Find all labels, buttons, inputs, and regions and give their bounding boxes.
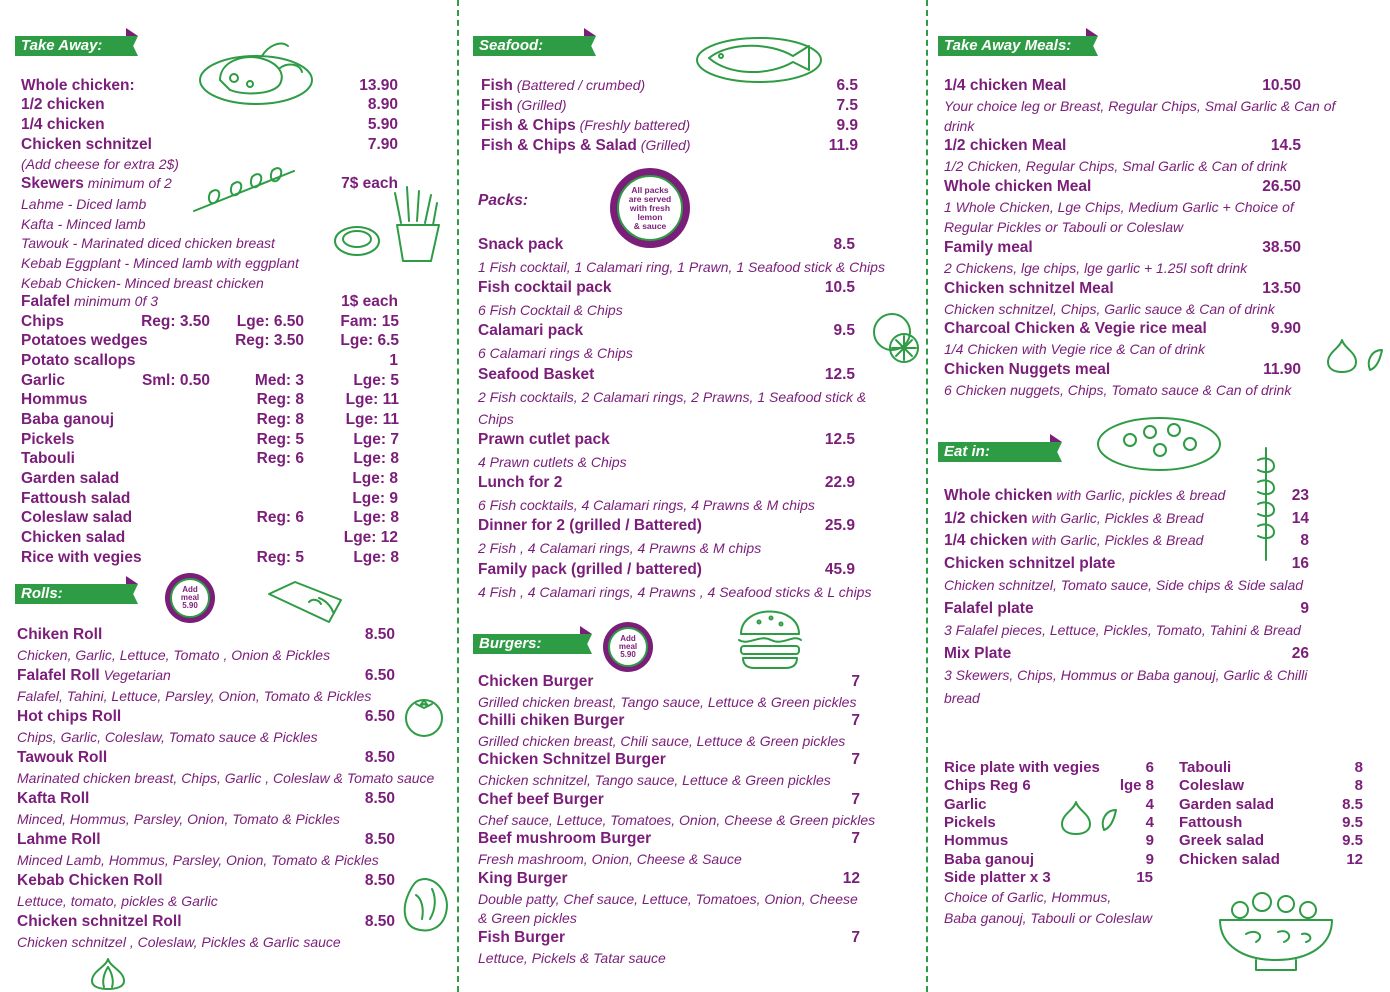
roll-item xyxy=(17,790,89,808)
item-name: Falafel xyxy=(21,293,71,310)
meal-name: 1/2 chicken Meal xyxy=(944,137,1067,154)
takeaway-item xyxy=(21,293,158,311)
eat-in-price: 9 xyxy=(1300,600,1309,617)
roll-price: 6.50 xyxy=(364,667,395,684)
item-price: Reg: 5 xyxy=(256,431,304,448)
roll-description: Falafel, Tahini, Lettuce, Parsley, Onion, Tomato & Pickles xyxy=(17,688,372,704)
item-name: Kafta - Minced lamb xyxy=(21,216,146,232)
eat-in-description: 3 Falafel pieces, Lettuce, Pickles, Tomato, Tahini & Bread xyxy=(944,622,1301,638)
column-middle xyxy=(460,0,923,992)
item-name: Baba ganouj xyxy=(21,411,115,428)
eat-in-item xyxy=(944,645,1011,663)
meal-name: Chicken Nuggets meal xyxy=(944,361,1111,378)
sides-note-line-2: Baba ganouj, Tabouli or Coleslaw xyxy=(944,910,1153,926)
item-name: Potatoes wedges xyxy=(21,332,148,349)
roll-item xyxy=(17,831,101,849)
side-item-price: 9.5 xyxy=(1342,813,1363,831)
side-item-name: Garden salad xyxy=(1179,795,1275,813)
side-item-price: 4 xyxy=(1145,795,1154,813)
pack-price: 12.5 xyxy=(824,431,855,448)
seafood-note: (Battered / crumbed) xyxy=(512,77,646,93)
roll-description: Chips, Garlic, Coleslaw, Tomato sauce & Pickles xyxy=(17,729,318,745)
seafood-note: (Grilled) xyxy=(636,137,691,153)
item-price: Reg: 3.50 xyxy=(141,313,210,330)
item-price: 1$ each xyxy=(341,293,398,310)
pack-description: 1 Fish cocktail, 1 Calamari ring, 1 Prawn, 1 Seafood stick & Chips xyxy=(478,259,885,275)
item-price: Lge: 7 xyxy=(353,431,399,448)
seafood-price: 9.9 xyxy=(836,117,858,134)
onion-icon xyxy=(88,955,128,991)
item-name: Kebab Eggplant - Minced lamb with eggplant xyxy=(21,255,299,271)
item-price: Lge: 9 xyxy=(352,490,398,507)
side-item-name: Baba ganouj xyxy=(944,850,1035,868)
burger-price: 7 xyxy=(851,929,860,946)
item-price: 13.90 xyxy=(359,77,398,94)
garlic-icon xyxy=(1058,798,1120,838)
seafood-item xyxy=(481,77,645,95)
item-price: 7$ each xyxy=(341,175,398,192)
seafood-name: Fish xyxy=(481,77,513,94)
salad-bowl-icon xyxy=(1216,886,1336,972)
item-name: Tawouk - Marinated diced chicken breast xyxy=(21,235,275,251)
item-price: 8.90 xyxy=(367,96,398,113)
pack-description: 6 Fish Cocktail & Chips xyxy=(478,302,623,318)
eat-in-price: 26 xyxy=(1291,645,1309,662)
eat-in-item xyxy=(944,510,1203,528)
item-name: Tabouli xyxy=(21,450,75,467)
roll-price: 6.50 xyxy=(364,708,395,725)
tomato-icon xyxy=(402,694,446,736)
roast-chicken-icon xyxy=(200,38,315,108)
item-price: Med: 3 xyxy=(254,372,304,389)
meal-description-cont: Regular Pickles or Tabouli or Coleslaw xyxy=(944,219,1184,235)
burgers-header: Burgers: xyxy=(473,634,580,654)
roll-name: Chiken Roll xyxy=(17,626,103,643)
item-name: 1/2 chicken xyxy=(21,96,105,113)
packs-info-badge: All packs are served with fresh lemon & sauce xyxy=(610,168,690,248)
side-item-name: Fattoush xyxy=(1179,813,1243,831)
side-item-name: Coleslaw xyxy=(1179,777,1245,795)
item-price: Lge: 8 xyxy=(353,509,399,526)
roll-name: Tawouk Roll xyxy=(17,749,108,766)
item-price: 7.90 xyxy=(367,136,398,153)
takeaway-item xyxy=(21,175,172,193)
takeaway-item xyxy=(21,96,105,114)
item-name: Skewers xyxy=(21,175,84,192)
item-price: Lge: 8 xyxy=(352,470,398,487)
takeaway-item xyxy=(21,332,148,350)
takeaway-item xyxy=(21,431,74,449)
pack-name: Fish cocktail pack xyxy=(478,279,612,296)
item-note: minimum 0f 3 xyxy=(70,293,159,309)
meal-description-cont: drink xyxy=(944,118,975,134)
item-price: Sml: 0.50 xyxy=(141,372,210,389)
seafood-name: Fish & Chips & Salad xyxy=(481,137,637,154)
side-item-name: Chips Reg 6 xyxy=(944,777,1031,795)
roll-price: 8.50 xyxy=(364,626,395,643)
meal-name: 1/4 chicken Meal xyxy=(944,77,1067,94)
burger-name: Chef beef Burger xyxy=(478,791,604,808)
pack-price: 8.5 xyxy=(833,236,855,253)
item-price: Lge: 11 xyxy=(345,391,399,408)
sides-note-line-1: Choice of Garlic, Hommus, xyxy=(944,889,1112,905)
eat-in-description: 3 Skewers, Chips, Hommus or Baba ganouj, Garlic & Chilli xyxy=(944,667,1308,683)
eat-in-item xyxy=(944,555,1115,573)
fish-plate-icon xyxy=(695,34,830,84)
item-name: Garlic xyxy=(21,372,65,389)
takeaway-header: Take Away: xyxy=(15,36,126,56)
meal-description: 1/2 Chicken, Regular Chips, Smal Garlic & Can of drink xyxy=(944,158,1288,174)
meal-name: Chicken schnitzel Meal xyxy=(944,280,1114,297)
skewer-vertical-icon xyxy=(1246,446,1286,562)
item-note: minimum of 2 xyxy=(83,175,172,191)
item-name: Garden salad xyxy=(21,470,120,487)
roll-name: Kafta Roll xyxy=(17,790,90,807)
item-price: Reg: 5 xyxy=(256,549,304,566)
burger-price: 7 xyxy=(851,712,860,729)
burger-price: 12 xyxy=(842,870,860,887)
takeaway-item xyxy=(21,509,132,527)
item-name: Chicken schnitzel xyxy=(21,136,152,153)
burger-price: 7 xyxy=(851,673,860,690)
roll-item xyxy=(17,872,163,890)
roll-description: Lettuce, tomato, pickles & Garlic xyxy=(17,893,218,909)
meal-name: Charcoal Chicken & Vegie rice meal xyxy=(944,320,1207,337)
side-item-price: 8 xyxy=(1354,759,1363,776)
side-item-price: lge 8 xyxy=(1119,777,1154,795)
item-name: Pickels xyxy=(21,431,75,448)
roll-item xyxy=(17,913,182,931)
meal-price: 13.50 xyxy=(1262,280,1301,297)
wrap-roll-icon xyxy=(265,580,345,625)
side-item-name: Side platter x 3 xyxy=(944,868,1051,886)
meal-price: 38.50 xyxy=(1262,239,1301,256)
side-item-price: 9.5 xyxy=(1342,832,1363,850)
item-price: Lge: 11 xyxy=(345,411,399,428)
eat-in-item xyxy=(944,487,1225,505)
item-name: 1/4 chicken xyxy=(21,116,105,133)
seafood-name: Fish xyxy=(481,97,513,114)
side-item-name: Rice plate with vegies xyxy=(944,759,1100,776)
burger-description: Lettuce, Pickels & Tatar sauce xyxy=(478,950,666,966)
meal-description: 6 Chicken nuggets, Chips, Tomato sauce & Can of drink xyxy=(944,382,1292,398)
packs-header: Packs: xyxy=(478,192,528,209)
item-name: Coleslaw salad xyxy=(21,509,133,526)
burger-name: Fish Burger xyxy=(478,929,565,946)
item-price: Lge: 6.50 xyxy=(236,313,304,330)
item-name: Rice with vegies xyxy=(21,549,142,566)
eat-in-name: Whole chicken xyxy=(944,487,1053,504)
meal-price: 26.50 xyxy=(1262,178,1301,195)
side-item-name: Greek salad xyxy=(1179,832,1265,850)
eat-in-description: Chicken schnitzel, Tomato sauce, Side chips & Side salad xyxy=(944,577,1304,593)
column-left xyxy=(0,0,455,992)
pack-description-cont: Chips xyxy=(478,411,514,427)
burger-price: 7 xyxy=(851,791,860,808)
takeaway-item xyxy=(21,116,105,134)
seafood-header: Seafood: xyxy=(473,36,584,56)
column-divider-1 xyxy=(457,0,459,992)
eat-in-name: Chicken schnitzel plate xyxy=(944,555,1116,572)
pack-name: Dinner for 2 (grilled / Battered) xyxy=(478,517,702,534)
side-item-name: Pickels xyxy=(944,813,996,831)
burger-description: Chicken schnitzel, Tango sauce, Lettuce & Green pickles xyxy=(478,772,831,788)
meal-price: 11.90 xyxy=(1263,361,1301,378)
roll-item xyxy=(17,749,107,767)
lime-icon xyxy=(870,310,922,366)
roll-name: Falafel Roll xyxy=(17,667,100,684)
takeaway-item xyxy=(21,77,135,95)
roll-price: 8.50 xyxy=(364,913,395,930)
eat-in-header: Eat in: xyxy=(938,442,1050,462)
falafel-plate-icon xyxy=(1096,414,1222,472)
meal-description: 1/4 Chicken with Vegie rice & Can of drink xyxy=(944,341,1205,357)
takeaway-item xyxy=(21,216,146,232)
seafood-item xyxy=(481,97,567,115)
roll-description: Marinated chicken breast, Chips, Garlic , Coleslaw & Tomato sauce xyxy=(17,770,435,786)
pack-price: 12.5 xyxy=(824,366,855,383)
seafood-price: 6.5 xyxy=(836,77,858,94)
meal-description: Your choice leg or Breast, Regular Chips, Smal Garlic & Can of xyxy=(944,98,1336,114)
cabbage-icon xyxy=(402,875,452,935)
pack-description: 2 Fish cocktails, 2 Calamari rings, 2 Prawns, 1 Seafood stick & xyxy=(478,389,867,405)
item-name: Kebab Chicken- Minced breast chicken xyxy=(21,275,264,291)
rolls-add-meal-badge: Add meal 5.90 xyxy=(165,573,215,623)
garlic-leaf-icon xyxy=(1326,336,1386,376)
takeaway-meals-header: Take Away Meals: xyxy=(938,36,1086,56)
takeaway-item xyxy=(21,470,119,488)
pack-description: 6 Calamari rings & Chips xyxy=(478,345,633,361)
pack-price: 25.9 xyxy=(824,517,855,534)
roll-note: Vegetarian xyxy=(99,667,171,683)
pack-name: Calamari pack xyxy=(478,322,584,339)
item-name: Chicken salad xyxy=(21,529,126,546)
pack-name: Lunch for 2 xyxy=(478,474,563,491)
item-name: Whole chicken: xyxy=(21,77,135,94)
roll-name: Kebab Chicken Roll xyxy=(17,872,163,889)
meal-name: Family meal xyxy=(944,239,1033,256)
burger-description: Grilled chicken breast, Tango sauce, Lettuce & Green pickles xyxy=(478,694,857,710)
eat-in-price: 16 xyxy=(1291,555,1309,572)
eat-in-name: Mix Plate xyxy=(944,645,1012,662)
item-price: Lge: 8 xyxy=(353,549,399,566)
item-name: Fattoush salad xyxy=(21,490,131,507)
eat-in-price: 23 xyxy=(1291,487,1309,504)
item-price: Reg: 8 xyxy=(256,391,304,408)
burger-description-cont: & Green pickles xyxy=(478,910,577,926)
eat-in-name: 1/2 chicken xyxy=(944,510,1028,527)
burger-name: Chilli chiken Burger xyxy=(478,712,625,729)
item-name: Hommus xyxy=(21,391,88,408)
eat-in-note: with Garlic, Pickles & Bread xyxy=(1027,532,1204,548)
seafood-price: 11.9 xyxy=(828,137,858,154)
roll-name: Chicken schnitzel Roll xyxy=(17,913,182,930)
burger-description: Fresh mashroom, Onion, Cheese & Sauce xyxy=(478,851,742,867)
roll-name: Lahme Roll xyxy=(17,831,101,848)
side-item-price: 12 xyxy=(1346,850,1363,868)
side-item-price: 9 xyxy=(1145,850,1154,868)
roll-item xyxy=(17,667,171,685)
seafood-item xyxy=(481,137,691,155)
pack-price: 22.9 xyxy=(824,474,855,491)
burger-icon xyxy=(735,608,805,670)
roll-name: Hot chips Roll xyxy=(17,708,122,725)
takeaway-item xyxy=(21,136,152,154)
item-price: Reg: 3.50 xyxy=(235,332,304,349)
roll-item xyxy=(17,708,121,726)
item-price: 1 xyxy=(389,352,398,369)
item-name: Potato scallops xyxy=(21,352,136,369)
seafood-price: 7.5 xyxy=(836,97,858,114)
item-price: Lge: 12 xyxy=(343,529,398,546)
side-item-price: 15 xyxy=(1136,868,1153,886)
burger-price: 7 xyxy=(851,830,860,847)
roll-price: 8.50 xyxy=(364,831,395,848)
takeaway-item xyxy=(21,313,64,331)
side-item-name: Chicken salad xyxy=(1179,850,1280,868)
pack-name: Prawn cutlet pack xyxy=(478,431,610,448)
takeaway-item xyxy=(21,255,299,271)
pack-description: 4 Fish , 4 Calamari rings, 4 Prawns , 4 Seafood sticks & L chips xyxy=(478,584,872,600)
meal-price: 10.50 xyxy=(1262,77,1301,94)
item-price: Reg: 6 xyxy=(256,509,304,526)
seafood-note: (Freshly battered) xyxy=(575,117,691,133)
fries-and-lemon-icon xyxy=(335,185,445,265)
pack-name: Family pack (grilled / battered) xyxy=(478,561,702,578)
meal-description: 1 Whole Chicken, Lge Chips, Medium Garlic + Choice of xyxy=(944,199,1294,215)
item-name: Chips xyxy=(21,313,65,330)
meal-price: 9.90 xyxy=(1270,320,1301,337)
pack-name: Snack pack xyxy=(478,236,564,253)
seafood-item xyxy=(481,117,690,135)
meal-description: 2 Chickens, lge chips, lge garlic + 1.25l soft drink xyxy=(944,260,1248,276)
item-name: (Add cheese for extra 2$) xyxy=(21,156,179,172)
side-item-price: 8.5 xyxy=(1342,795,1363,813)
takeaway-item xyxy=(21,275,264,291)
pack-description: 2 Fish , 4 Calamari rings, 4 Prawns & M chips xyxy=(478,540,762,556)
seafood-name: Fish & Chips xyxy=(481,117,576,134)
roll-item xyxy=(17,626,102,644)
eat-in-note: with Garlic, pickles & bread xyxy=(1052,487,1226,503)
roll-price: 8.50 xyxy=(364,790,395,807)
eat-in-name: 1/4 chicken xyxy=(944,532,1028,549)
eat-in-price: 14 xyxy=(1291,510,1309,527)
burger-name: Chicken Schnitzel Burger xyxy=(478,751,666,768)
pack-name: Seafood Basket xyxy=(478,366,595,383)
roll-description: Minced, Hommus, Parsley, Onion, Tomato & Pickles xyxy=(17,811,340,827)
burger-description: Chef sauce, Lettuce, Tomatoes, Onion, Cheese & Green pickles xyxy=(478,812,876,828)
side-item-price: 9 xyxy=(1145,832,1154,850)
eat-in-name: Falafel plate xyxy=(944,600,1034,617)
burger-name: King Burger xyxy=(478,870,568,887)
rolls-header: Rolls: xyxy=(15,584,126,604)
eat-in-item xyxy=(944,532,1203,550)
side-item-name: Garlic xyxy=(944,795,987,813)
item-name: Lahme - Diced lamb xyxy=(21,196,147,212)
eat-in-description-cont: bread xyxy=(944,690,980,706)
pack-price: 9.5 xyxy=(833,322,855,339)
burger-name: Beef mushroom Burger xyxy=(478,830,652,847)
takeaway-item xyxy=(21,411,114,429)
roll-description: Chicken, Garlic, Lettuce, Tomato , Onion & Pickles xyxy=(17,647,331,663)
item-price: Reg: 8 xyxy=(256,411,304,428)
side-item-price: 4 xyxy=(1145,813,1154,831)
roll-description: Chicken schnitzel , Coleslaw, Pickles & Garlic sauce xyxy=(17,934,341,950)
takeaway-item xyxy=(21,372,65,390)
takeaway-item xyxy=(21,352,136,370)
pack-description: 6 Fish cocktails, 4 Calamari rings, 4 Prawns & M chips xyxy=(478,497,815,513)
burger-description: Grilled chicken breast, Chili sauce, Lettuce & Green pickles xyxy=(478,733,846,749)
takeaway-item xyxy=(21,450,75,468)
item-price: Reg: 6 xyxy=(256,450,304,467)
takeaway-item xyxy=(21,391,87,409)
column-right xyxy=(928,0,1390,992)
takeaway-item xyxy=(21,156,179,172)
takeaway-item xyxy=(21,549,142,567)
eat-in-note: with Garlic, Pickles & Bread xyxy=(1027,510,1204,526)
item-price: Lge: 8 xyxy=(353,450,399,467)
roll-price: 8.50 xyxy=(364,749,395,766)
meal-price: 14.5 xyxy=(1270,137,1301,154)
pack-description: 4 Prawn cutlets & Chips xyxy=(478,454,627,470)
eat-in-item xyxy=(944,600,1034,618)
item-price: 5.90 xyxy=(367,116,398,133)
burger-description: Double patty, Chef sauce, Lettuce, Tomatoes, Onion, Cheese xyxy=(478,891,858,907)
eat-in-price: 8 xyxy=(1300,532,1309,549)
side-item-name: Tabouli xyxy=(1179,759,1232,776)
skewer-icon xyxy=(190,165,300,215)
side-item-price: 6 xyxy=(1145,759,1154,776)
side-item-price: 8 xyxy=(1354,777,1363,795)
takeaway-item xyxy=(21,529,125,547)
takeaway-item xyxy=(21,196,146,212)
item-price: Lge: 6.5 xyxy=(340,332,399,349)
burgers-add-meal-badge: Add meal 5.90 xyxy=(603,622,653,672)
meal-description: Chicken schnitzel, Chips, Garlic sauce & Can of drink xyxy=(944,301,1275,317)
burger-name: Chicken Burger xyxy=(478,673,594,690)
item-price: Fam: 15 xyxy=(340,313,399,330)
roll-description: Minced Lamb, Hommus, Parsley, Onion, Tomato & Pickles xyxy=(17,852,379,868)
pack-price: 45.9 xyxy=(824,561,855,578)
meal-name: Whole chicken Meal xyxy=(944,178,1092,195)
roll-price: 8.50 xyxy=(364,872,395,889)
takeaway-item xyxy=(21,235,275,251)
takeaway-item xyxy=(21,490,130,508)
pack-price: 10.5 xyxy=(824,279,855,296)
item-price: Lge: 5 xyxy=(353,372,399,389)
side-item-name: Hommus xyxy=(944,832,1009,850)
burger-price: 7 xyxy=(851,751,860,768)
seafood-note: (Grilled) xyxy=(512,97,567,113)
